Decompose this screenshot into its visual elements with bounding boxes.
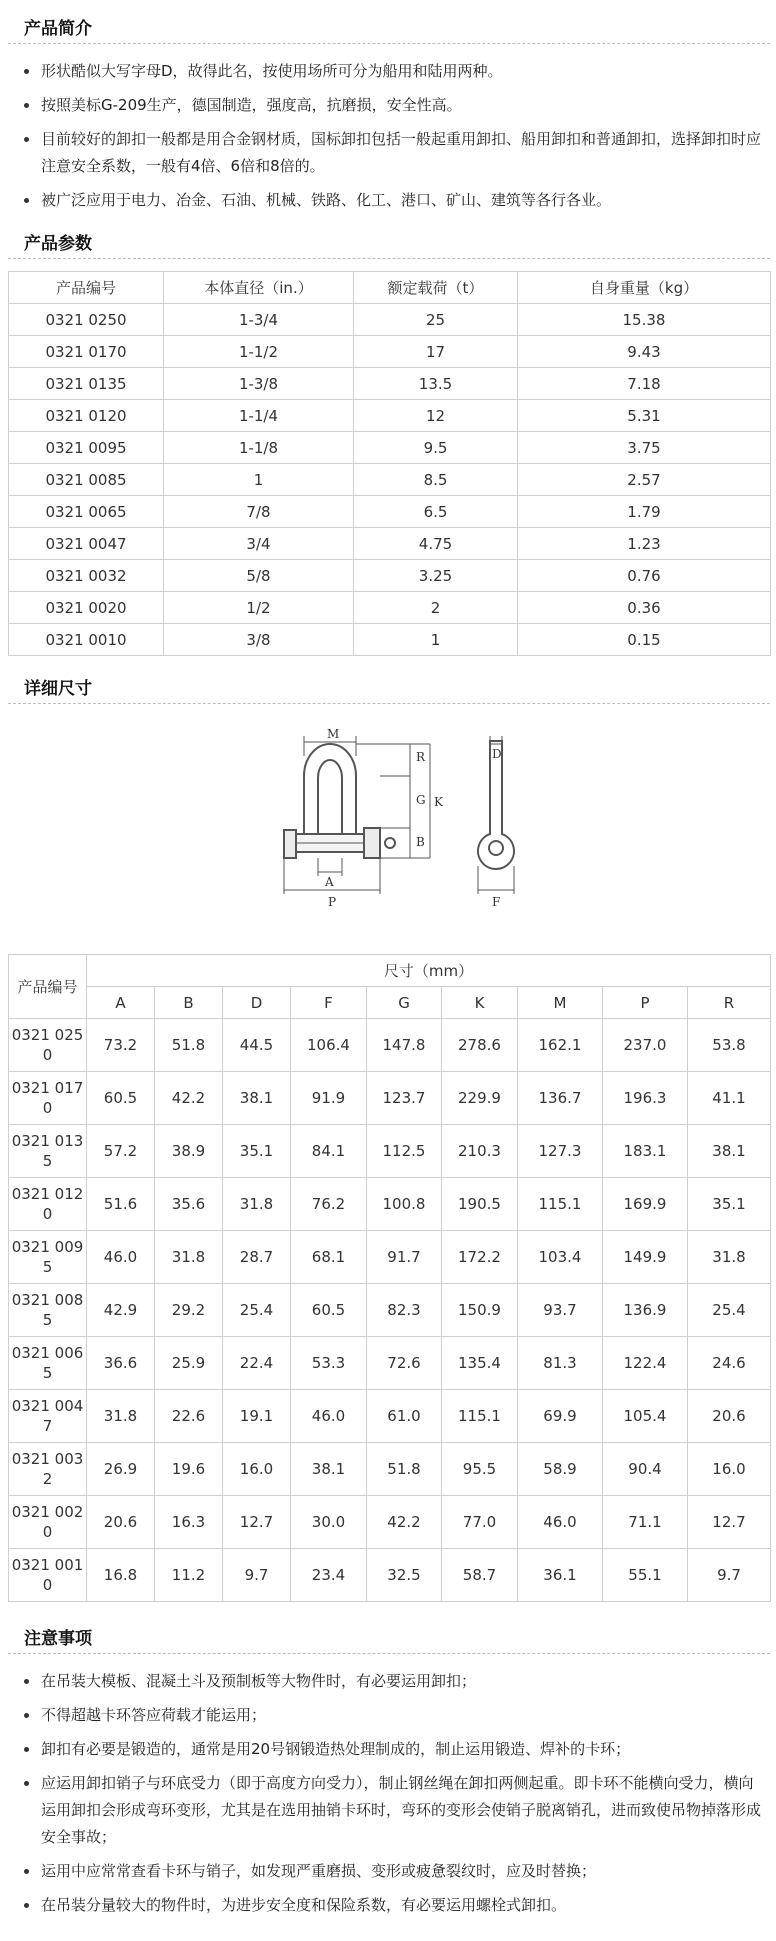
params-cell: 0321 0120 xyxy=(9,400,164,432)
dims-column-header: B xyxy=(155,987,223,1019)
notes-item: 应运用卸扣销子与环底受力（即于高度方向受力），制止钢丝绳在卸扣两侧起重。即卡环不能横向受力，横向运用卸扣会形成弯环变形，尤其是在选用抽销卡环时，弯环的变形会使销子脱离销孔，进而致使吊物掉落形成安全事故； xyxy=(16,1770,762,1851)
dims-value-cell: 26.9 xyxy=(87,1443,155,1496)
params-cell: 9.43 xyxy=(518,336,771,368)
dims-value-cell: 38.1 xyxy=(688,1125,771,1178)
table-row xyxy=(9,1284,771,1337)
table-row xyxy=(9,528,771,560)
params-cell: 0321 0250 xyxy=(9,304,164,336)
dims-value-cell: 103.4 xyxy=(518,1231,603,1284)
params-header-cell: 本体直径（in.） xyxy=(164,272,354,304)
table-row xyxy=(9,432,771,464)
params-cell: 15.38 xyxy=(518,304,771,336)
dims-value-cell: 84.1 xyxy=(291,1125,367,1178)
dims-value-cell: 22.6 xyxy=(155,1390,223,1443)
dims-code-cell: 0321 0095 xyxy=(9,1231,87,1284)
dims-value-cell: 237.0 xyxy=(603,1019,688,1072)
dims-column-header: F xyxy=(291,987,367,1019)
dims-value-cell: 183.1 xyxy=(603,1125,688,1178)
dims-value-cell: 210.3 xyxy=(442,1125,518,1178)
dims-value-cell: 68.1 xyxy=(291,1231,367,1284)
dims-value-cell: 196.3 xyxy=(603,1072,688,1125)
dims-value-cell: 115.1 xyxy=(518,1178,603,1231)
params-title: 产品参数 xyxy=(8,229,770,259)
dims-value-cell: 115.1 xyxy=(442,1390,518,1443)
dims-code-cell: 0321 0032 xyxy=(9,1443,87,1496)
params-cell: 7/8 xyxy=(164,496,354,528)
dims-value-cell: 23.4 xyxy=(291,1549,367,1602)
dims-value-cell: 76.2 xyxy=(291,1178,367,1231)
dims-column-header: M xyxy=(518,987,603,1019)
dims-code-header: 产品编号 xyxy=(9,955,87,1019)
table-row xyxy=(9,1496,771,1549)
params-cell: 25 xyxy=(354,304,518,336)
dims-value-cell: 36.1 xyxy=(518,1549,603,1602)
dims-code-cell: 0321 0250 xyxy=(9,1019,87,1072)
params-cell: 0.76 xyxy=(518,560,771,592)
params-cell: 1 xyxy=(354,624,518,656)
dims-value-cell: 57.2 xyxy=(87,1125,155,1178)
table-row xyxy=(9,368,771,400)
table-row xyxy=(9,400,771,432)
params-cell: 3.25 xyxy=(354,560,518,592)
label-D: D xyxy=(492,747,502,761)
label-K: K xyxy=(434,795,443,809)
params-cell: 1.23 xyxy=(518,528,771,560)
dims-value-cell: 38.1 xyxy=(223,1072,291,1125)
dims-value-cell: 25.9 xyxy=(155,1337,223,1390)
dims-value-cell: 90.4 xyxy=(603,1443,688,1496)
notes-item: 卸扣有必要是锻造的，通常是用20号钢锻造热处理制成的，制止运用锻造、焊补的卡环； xyxy=(16,1736,762,1763)
dims-code-cell: 0321 0120 xyxy=(9,1178,87,1231)
params-cell: 0321 0095 xyxy=(9,432,164,464)
dims-code-cell: 0321 0085 xyxy=(9,1284,87,1337)
params-cell: 3.75 xyxy=(518,432,771,464)
dims-value-cell: 55.1 xyxy=(603,1549,688,1602)
dims-value-cell: 100.8 xyxy=(367,1178,442,1231)
params-cell: 0321 0020 xyxy=(9,592,164,624)
table-row xyxy=(9,624,771,656)
dims-value-cell: 42.9 xyxy=(87,1284,155,1337)
dims-value-cell: 35.1 xyxy=(688,1178,771,1231)
params-cell: 13.5 xyxy=(354,368,518,400)
dims-value-cell: 16.0 xyxy=(688,1443,771,1496)
params-cell: 4.75 xyxy=(354,528,518,560)
dims-value-cell: 229.9 xyxy=(442,1072,518,1125)
params-cell: 0321 0032 xyxy=(9,560,164,592)
params-cell: 3/8 xyxy=(164,624,354,656)
dims-value-cell: 73.2 xyxy=(87,1019,155,1072)
params-cell: 5/8 xyxy=(164,560,354,592)
params-cell: 1-1/8 xyxy=(164,432,354,464)
dims-value-cell: 60.5 xyxy=(87,1072,155,1125)
params-cell: 3/4 xyxy=(164,528,354,560)
dims-value-cell: 11.2 xyxy=(155,1549,223,1602)
dims-value-cell: 28.7 xyxy=(223,1231,291,1284)
params-cell: 1-3/8 xyxy=(164,368,354,400)
dims-value-cell: 12.7 xyxy=(688,1496,771,1549)
dims-value-cell: 35.1 xyxy=(223,1125,291,1178)
dims-code-cell: 0321 0135 xyxy=(9,1125,87,1178)
notes-item: 不得超越卡环答应荷载才能运用； xyxy=(16,1702,762,1729)
intro-item: 形状酷似大写字母D，故得此名，按使用场所可分为船用和陆用两种。 xyxy=(16,58,762,85)
dims-value-cell: 31.8 xyxy=(688,1231,771,1284)
dims-value-cell: 82.3 xyxy=(367,1284,442,1337)
dims-value-cell: 135.4 xyxy=(442,1337,518,1390)
dims-value-cell: 42.2 xyxy=(367,1496,442,1549)
dims-column-header: P xyxy=(603,987,688,1019)
params-cell: 0321 0010 xyxy=(9,624,164,656)
dims-value-cell: 136.9 xyxy=(603,1284,688,1337)
dims-column-header-row xyxy=(9,987,771,1019)
product-page xyxy=(0,14,776,1930)
notes-list xyxy=(8,1654,770,1930)
intro-list xyxy=(8,44,770,225)
dims-value-cell: 25.4 xyxy=(223,1284,291,1337)
dims-value-cell: 51.8 xyxy=(367,1443,442,1496)
dims-value-cell: 106.4 xyxy=(291,1019,367,1072)
dims-code-cell: 0321 0065 xyxy=(9,1337,87,1390)
table-row xyxy=(9,464,771,496)
params-header-cell: 额定载荷（t） xyxy=(354,272,518,304)
dims-value-cell: 9.7 xyxy=(688,1549,771,1602)
dims-value-cell: 44.5 xyxy=(223,1019,291,1072)
dims-code-cell: 0321 0020 xyxy=(9,1496,87,1549)
params-cell: 0.36 xyxy=(518,592,771,624)
dims-value-cell: 122.4 xyxy=(603,1337,688,1390)
dims-value-cell: 19.6 xyxy=(155,1443,223,1496)
params-cell: 1.79 xyxy=(518,496,771,528)
dims-value-cell: 12.7 xyxy=(223,1496,291,1549)
params-cell: 0.15 xyxy=(518,624,771,656)
dims-value-cell: 71.1 xyxy=(603,1496,688,1549)
params-cell: 1-3/4 xyxy=(164,304,354,336)
dims-value-cell: 81.3 xyxy=(518,1337,603,1390)
dims-value-cell: 172.2 xyxy=(442,1231,518,1284)
dims-title: 详细尺寸 xyxy=(8,674,770,704)
intro-item: 被广泛应用于电力、冶金、石油、机械、铁路、化工、港口、矿山、建筑等各行各业。 xyxy=(16,187,762,214)
params-header-cell: 产品编号 xyxy=(9,272,164,304)
dims-code-cell: 0321 0010 xyxy=(9,1549,87,1602)
params-cell: 1/2 xyxy=(164,592,354,624)
dims-value-cell: 127.3 xyxy=(518,1125,603,1178)
dims-value-cell: 16.0 xyxy=(223,1443,291,1496)
params-cell: 0321 0135 xyxy=(9,368,164,400)
params-cell: 1-1/4 xyxy=(164,400,354,432)
params-cell: 2.57 xyxy=(518,464,771,496)
dims-value-cell: 29.2 xyxy=(155,1284,223,1337)
dims-value-cell: 150.9 xyxy=(442,1284,518,1337)
dims-value-cell: 19.1 xyxy=(223,1390,291,1443)
dims-value-cell: 123.7 xyxy=(367,1072,442,1125)
params-cell: 1 xyxy=(164,464,354,496)
dims-column-header: R xyxy=(688,987,771,1019)
table-row xyxy=(9,560,771,592)
intro-item: 按照美标G-209生产，德国制造，强度高，抗磨损，安全性高。 xyxy=(16,92,762,119)
dims-value-cell: 77.0 xyxy=(442,1496,518,1549)
dims-value-cell: 93.7 xyxy=(518,1284,603,1337)
table-row xyxy=(9,336,771,368)
params-cell: 0321 0085 xyxy=(9,464,164,496)
intro-title: 产品简介 xyxy=(8,14,770,44)
params-cell: 9.5 xyxy=(354,432,518,464)
table-row xyxy=(9,304,771,336)
table-row xyxy=(9,1072,771,1125)
dims-value-cell: 41.1 xyxy=(688,1072,771,1125)
label-A: A xyxy=(325,875,334,889)
dims-value-cell: 61.0 xyxy=(367,1390,442,1443)
table-row xyxy=(9,1231,771,1284)
dims-code-cell: 0321 0170 xyxy=(9,1072,87,1125)
dims-value-cell: 25.4 xyxy=(688,1284,771,1337)
params-header-cell: 自身重量（kg） xyxy=(518,272,771,304)
dims-group-header: 尺寸（mm） xyxy=(87,955,771,987)
table-row xyxy=(9,1178,771,1231)
table-row xyxy=(9,1549,771,1602)
dims-value-cell: 95.5 xyxy=(442,1443,518,1496)
shackle-dimension-figure xyxy=(8,704,770,954)
table-row xyxy=(9,1390,771,1443)
dims-value-cell: 38.1 xyxy=(291,1443,367,1496)
dims-value-cell: 9.7 xyxy=(223,1549,291,1602)
dims-value-cell: 31.8 xyxy=(223,1178,291,1231)
dims-value-cell: 60.5 xyxy=(291,1284,367,1337)
label-M: M xyxy=(327,727,340,741)
params-cell: 0321 0065 xyxy=(9,496,164,528)
dims-value-cell: 31.8 xyxy=(87,1390,155,1443)
params-cell: 0321 0170 xyxy=(9,336,164,368)
dims-value-cell: 69.9 xyxy=(518,1390,603,1443)
dims-value-cell: 147.8 xyxy=(367,1019,442,1072)
shackle-drawing xyxy=(270,716,600,946)
dims-value-cell: 51.6 xyxy=(87,1178,155,1231)
dims-value-cell: 46.0 xyxy=(291,1390,367,1443)
table-row xyxy=(9,1019,771,1072)
dims-code-cell: 0321 0047 xyxy=(9,1390,87,1443)
dims-value-cell: 53.8 xyxy=(688,1019,771,1072)
dims-value-cell: 149.9 xyxy=(603,1231,688,1284)
dims-value-cell: 91.9 xyxy=(291,1072,367,1125)
table-row xyxy=(9,1337,771,1390)
label-F: F xyxy=(492,895,501,909)
dims-column-header: K xyxy=(442,987,518,1019)
dims-value-cell: 58.9 xyxy=(518,1443,603,1496)
dims-value-cell: 169.9 xyxy=(603,1178,688,1231)
params-cell: 6.5 xyxy=(354,496,518,528)
params-cell: 2 xyxy=(354,592,518,624)
params-cell: 5.31 xyxy=(518,400,771,432)
table-row xyxy=(9,1125,771,1178)
dims-value-cell: 278.6 xyxy=(442,1019,518,1072)
dims-column-header: D xyxy=(223,987,291,1019)
dims-value-cell: 16.3 xyxy=(155,1496,223,1549)
dims-column-header: A xyxy=(87,987,155,1019)
dims-value-cell: 16.8 xyxy=(87,1549,155,1602)
table-row xyxy=(9,1443,771,1496)
dims-column-header: G xyxy=(367,987,442,1019)
intro-item: 目前较好的卸扣一般都是用合金钢材质，国标卸扣包括一般起重用卸扣、船用卸扣和普通卸扣，选择卸扣时应注意安全系数，一般有4倍、6倍和8倍的。 xyxy=(16,126,762,180)
label-G: G xyxy=(416,793,426,807)
dims-value-cell: 36.6 xyxy=(87,1337,155,1390)
table-row xyxy=(9,592,771,624)
label-B: B xyxy=(416,835,425,849)
dims-value-cell: 105.4 xyxy=(603,1390,688,1443)
dims-value-cell: 46.0 xyxy=(87,1231,155,1284)
params-table xyxy=(8,271,771,656)
table-row xyxy=(9,496,771,528)
label-R: R xyxy=(416,750,426,764)
dims-value-cell: 38.9 xyxy=(155,1125,223,1178)
dims-value-cell: 20.6 xyxy=(87,1496,155,1549)
dims-value-cell: 35.6 xyxy=(155,1178,223,1231)
notes-item: 在吊装大模板、混凝土斗及预制板等大物件时，有必要运用卸扣； xyxy=(16,1668,762,1695)
dims-value-cell: 190.5 xyxy=(442,1178,518,1231)
params-cell: 1-1/2 xyxy=(164,336,354,368)
dims-value-cell: 136.7 xyxy=(518,1072,603,1125)
dims-value-cell: 72.6 xyxy=(367,1337,442,1390)
dims-value-cell: 42.2 xyxy=(155,1072,223,1125)
dims-value-cell: 162.1 xyxy=(518,1019,603,1072)
dims-value-cell: 30.0 xyxy=(291,1496,367,1549)
dims-table xyxy=(8,954,771,1602)
label-P: P xyxy=(328,895,337,909)
dims-value-cell: 24.6 xyxy=(688,1337,771,1390)
dims-value-cell: 46.0 xyxy=(518,1496,603,1549)
notes-item: 在吊装分量较大的物件时，为进步安全度和保险系数，有必要运用螺栓式卸扣。 xyxy=(16,1892,762,1919)
params-cell: 17 xyxy=(354,336,518,368)
notes-title: 注意事项 xyxy=(8,1624,770,1654)
dims-value-cell: 53.3 xyxy=(291,1337,367,1390)
dims-value-cell: 112.5 xyxy=(367,1125,442,1178)
dims-value-cell: 32.5 xyxy=(367,1549,442,1602)
notes-item: 运用中应常常查看卡环与销子，如发现严重磨损、变形或疲惫裂纹时，应及时替换； xyxy=(16,1858,762,1885)
params-cell: 8.5 xyxy=(354,464,518,496)
dims-value-cell: 91.7 xyxy=(367,1231,442,1284)
dims-value-cell: 20.6 xyxy=(688,1390,771,1443)
params-header-row xyxy=(9,272,771,304)
params-cell: 12 xyxy=(354,400,518,432)
dims-value-cell: 22.4 xyxy=(223,1337,291,1390)
dims-value-cell: 31.8 xyxy=(155,1231,223,1284)
params-cell: 7.18 xyxy=(518,368,771,400)
dims-group-header-row xyxy=(9,955,771,987)
params-cell: 0321 0047 xyxy=(9,528,164,560)
dims-value-cell: 51.8 xyxy=(155,1019,223,1072)
dims-value-cell: 58.7 xyxy=(442,1549,518,1602)
